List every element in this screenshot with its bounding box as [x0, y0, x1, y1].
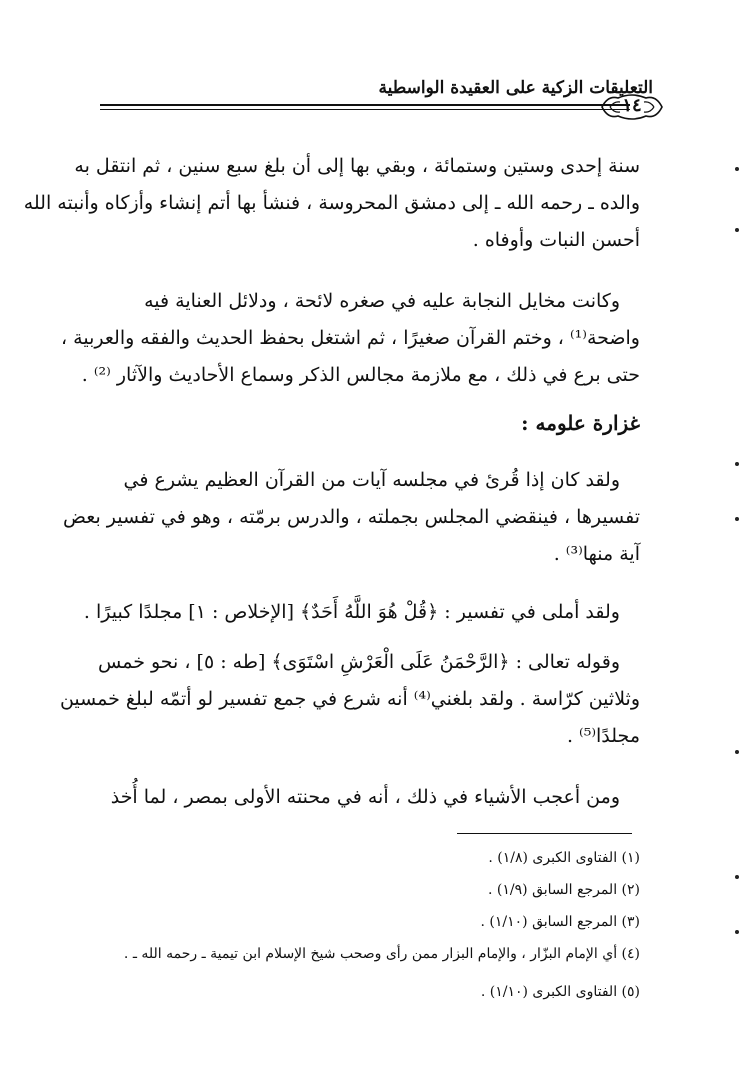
paragraph-6 — [100, 779, 640, 816]
page-number-ornament — [598, 92, 666, 122]
footnote-separator — [457, 833, 632, 834]
margin-dot — [735, 167, 739, 171]
text-line: ومن أعجب الأشياء في ذلك ، أنه في محنته الأولى بمصر ، لما أُخذ — [110, 786, 620, 808]
footnote-3: (٣) المرجع السابق (١/١٠) . — [480, 914, 640, 930]
margin-dot — [735, 462, 739, 466]
text-line: مجلدًا⁽⁵⁾ . — [566, 725, 640, 747]
text-line: وثلاثين كرّاسة . ولقد بلغني⁽⁴⁾ أنه شرع في جمع تفسير لو أتمّه لبلغ خمسين — [59, 688, 640, 710]
text-line: تفسيرها ، فينقضي المجلس بجملته ، والدرس برمّته ، وهو في تفسير بعض — [63, 506, 640, 528]
text-line: وقوله تعالى : ﴿الرَّحْمَنُ عَلَى الْعَرْشِ اسْتَوَى﴾ [طه : ٥] ، نحو خمس — [97, 651, 620, 673]
text-line: ولقد كان إذا قُرئ في مجلسه آيات من القرآن العظيم يشرع في — [123, 469, 620, 491]
text-line: واضحة⁽¹⁾ ، وختم القرآن صغيرًا ، ثم اشتغل بحفظ الحديث والفقه والعربية ، — [61, 327, 640, 349]
section-subheading: غزارة علومه : — [521, 411, 640, 435]
text-line: وكانت مخايل النجابة عليه في صغره لائحة ، ودلائل العناية فيه — [144, 290, 620, 312]
paragraph-2 — [61, 283, 640, 394]
footnote-4: (٤) أي الإمام البزّار ، والإمام البزار ممن رأى وصحب شيخ الإسلام ابن تيمية ـ رحمه الله ـ . — [123, 946, 640, 962]
margin-dot — [735, 875, 739, 879]
page-number: ١٤ — [622, 95, 642, 116]
text-line: آية منها⁽³⁾ . — [553, 543, 640, 565]
text-line: والده ـ رحمه الله ـ إلى دمشق المحروسة ، فنشأ بها أتم إنشاء وأزكاه وأنبته الله — [23, 192, 640, 214]
header-rule-thick — [100, 104, 630, 106]
paragraph-5 — [59, 644, 640, 755]
text-line: سنة إحدى وستين وستمائة ، وبقي بها إلى أن بلغ سبع سنين ، ثم انتقل به — [74, 155, 640, 177]
text-line: ولقد أملى في تفسير : ﴿قُلْ هُوَ اللَّهُ أَحَدٌ﴾ [الإخلاص : ١] مجلدًا كبيرًا . — [83, 601, 620, 623]
paragraph-1 — [23, 148, 640, 259]
paragraph-3 — [63, 462, 640, 573]
margin-dot — [735, 517, 739, 521]
footnote-5: (٥) الفتاوى الكبرى (١/١٠) . — [480, 984, 640, 1000]
footnote-1: (١) الفتاوى الكبرى (١/٨) . — [488, 850, 640, 866]
margin-dot — [735, 750, 739, 754]
footnote-2: (٢) المرجع السابق (١/٩) . — [488, 882, 640, 898]
paragraph-4 — [83, 594, 640, 631]
text-line: حتى برع في ذلك ، مع ملازمة مجالس الذكر وسماع الأحاديث والآثار ⁽²⁾ . — [81, 364, 640, 386]
margin-dot — [735, 930, 739, 934]
header-rule-thin — [100, 109, 630, 110]
running-header-title: التعليقات الزكية على العقيدة الواسطية — [378, 78, 653, 98]
margin-dot — [735, 228, 739, 232]
text-line: أحسن النبات وأوفاه . — [472, 229, 640, 251]
